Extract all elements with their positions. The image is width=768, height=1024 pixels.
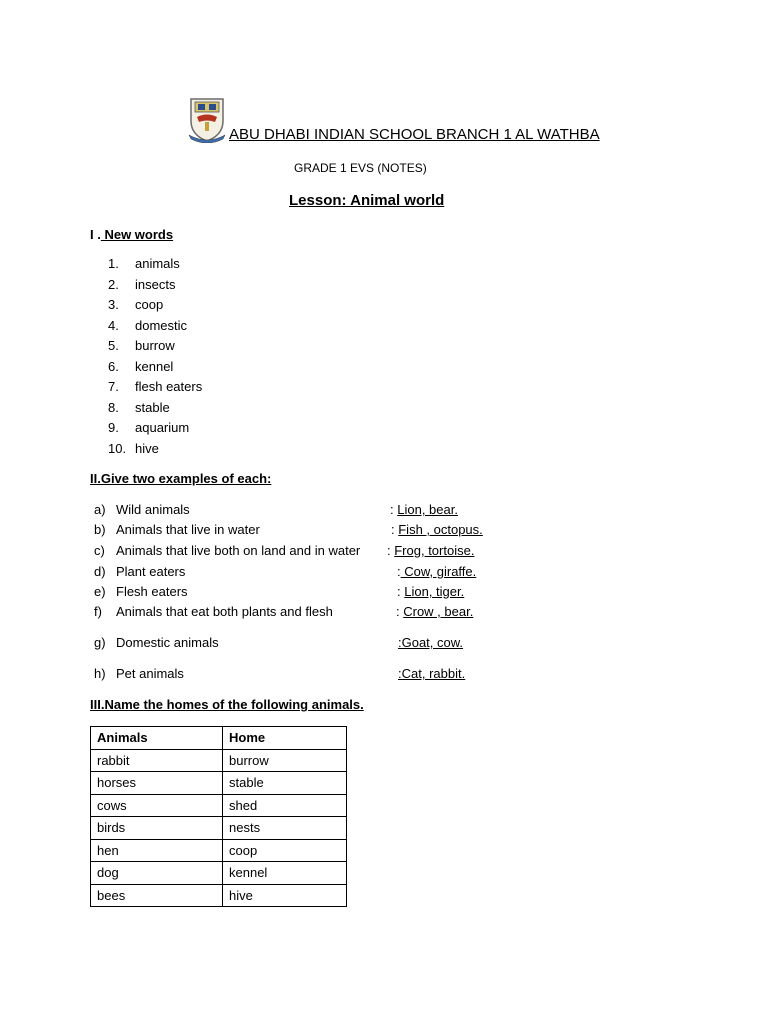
home-cell: nests — [223, 817, 347, 840]
list-number: 4. — [108, 317, 119, 333]
example-answer — [387, 543, 474, 558]
animal-homes-table — [90, 726, 347, 907]
answer-text: :Goat, cow. — [398, 635, 464, 650]
example-letter: g) — [94, 635, 106, 650]
home-cell: burrow — [223, 749, 347, 772]
example-answer — [390, 502, 458, 517]
list-number: 8. — [108, 399, 119, 415]
school-crest-logo — [187, 95, 227, 143]
answer-separator: : — [390, 502, 398, 517]
example-row — [94, 584, 514, 602]
school-name: ABU DHABI INDIAN SCHOOL BRANCH 1 AL WATHBA — [229, 126, 600, 143]
list-item — [108, 379, 202, 400]
answer-text: Frog, tortoise. — [394, 543, 475, 558]
example-row — [94, 604, 514, 622]
list-item — [108, 420, 202, 441]
list-number: 3. — [108, 297, 119, 312]
example-prompt: Plant eaters — [116, 564, 186, 579]
example-letter: e) — [94, 584, 106, 599]
list-number: 1. — [108, 256, 119, 271]
table-row — [91, 772, 347, 795]
home-cell: stable — [223, 772, 347, 795]
answer-text: Lion, bear. — [397, 502, 458, 517]
example-prompt: Pet animals — [116, 666, 184, 681]
table-header-row — [91, 727, 347, 750]
example-answer — [397, 564, 476, 579]
lesson-title: Lesson: Animal world — [289, 192, 445, 209]
list-item — [108, 256, 202, 277]
list-text: burrow — [135, 338, 175, 353]
answer-text: Crow , bear. — [403, 604, 474, 619]
animal-cell: dog — [91, 862, 223, 885]
answer-text: Lion, tiger. — [404, 584, 465, 599]
home-cell: shed — [223, 794, 347, 817]
list-item — [108, 277, 202, 298]
list-number: 5. — [108, 338, 119, 353]
example-row — [94, 666, 514, 684]
table-row — [91, 817, 347, 840]
animal-cell: hen — [91, 839, 223, 862]
example-prompt: Animals that live both on land and in water — [116, 543, 361, 558]
animal-cell: cows — [91, 794, 223, 817]
list-item — [108, 441, 202, 462]
list-text: flesh eaters — [135, 379, 203, 394]
list-text: coop — [135, 297, 164, 312]
section-examples-heading: II.Give two examples of each: — [90, 471, 272, 486]
list-number: 2. — [108, 276, 119, 292]
list-item — [108, 338, 202, 359]
home-cell: hive — [223, 884, 347, 907]
column-header-animals: Animals — [91, 727, 223, 750]
answer-separator: : — [396, 604, 404, 619]
list-number: 10. — [108, 440, 127, 456]
answer-text: :Cat, rabbit. — [398, 666, 466, 681]
animal-cell: bees — [91, 884, 223, 907]
example-letter: a) — [94, 502, 106, 517]
home-cell: kennel — [223, 862, 347, 885]
list-item — [108, 318, 202, 339]
list-text: animals — [135, 256, 180, 271]
table-row — [91, 794, 347, 817]
column-header-home: Home — [223, 727, 347, 750]
example-letter: d) — [94, 564, 106, 579]
table-row — [91, 884, 347, 907]
section-title: New words — [100, 227, 174, 242]
animal-cell: birds — [91, 817, 223, 840]
example-prompt: Wild animals — [116, 502, 190, 517]
list-text: insects — [135, 276, 176, 292]
list-text: domestic — [135, 317, 188, 333]
example-answer — [396, 604, 473, 619]
answer-text: Cow, giraffe. — [400, 564, 477, 579]
answer-separator: : — [397, 584, 405, 599]
table-row — [91, 862, 347, 885]
home-cell: coop — [223, 839, 347, 862]
example-letter: f) — [94, 604, 102, 619]
list-number: 7. — [108, 379, 119, 394]
answer-separator: : — [391, 522, 399, 537]
list-text: kennel — [135, 358, 174, 374]
list-text: aquarium — [135, 420, 190, 435]
table-row — [91, 749, 347, 772]
answer-separator: : — [397, 564, 401, 579]
list-number: 9. — [108, 420, 119, 435]
section-new-words-heading — [90, 227, 173, 242]
list-item — [108, 297, 202, 318]
example-row — [94, 543, 514, 561]
example-answer — [397, 584, 464, 599]
animal-cell: horses — [91, 772, 223, 795]
example-row — [94, 522, 514, 540]
example-prompt: Domestic animals — [116, 635, 219, 650]
answer-text: Fish , octopus. — [398, 522, 483, 537]
example-answer — [398, 635, 463, 650]
example-answer — [391, 522, 483, 537]
example-prompt: Animals that eat both plants and flesh — [116, 604, 333, 619]
list-item — [108, 359, 202, 380]
list-item — [108, 400, 202, 421]
example-prompt: Animals that live in water — [116, 522, 260, 537]
new-words-list — [108, 256, 202, 461]
example-letter: b) — [94, 522, 106, 537]
example-row — [94, 564, 514, 582]
example-row — [94, 502, 514, 520]
section-homes-heading: III.Name the homes of the following animals. — [90, 697, 364, 712]
example-letter: h) — [94, 666, 106, 681]
example-row — [94, 635, 514, 653]
grade-title: GRADE 1 EVS (NOTES) — [294, 161, 427, 175]
section-number: I . — [90, 227, 101, 242]
example-letter: c) — [94, 543, 105, 558]
answer-separator: : — [387, 543, 395, 558]
list-text: stable — [135, 399, 170, 415]
table-row — [91, 839, 347, 862]
example-answer — [398, 666, 465, 681]
example-prompt: Flesh eaters — [116, 584, 188, 599]
list-number: 6. — [108, 358, 119, 374]
list-text: hive — [135, 440, 159, 456]
animal-cell: rabbit — [91, 749, 223, 772]
